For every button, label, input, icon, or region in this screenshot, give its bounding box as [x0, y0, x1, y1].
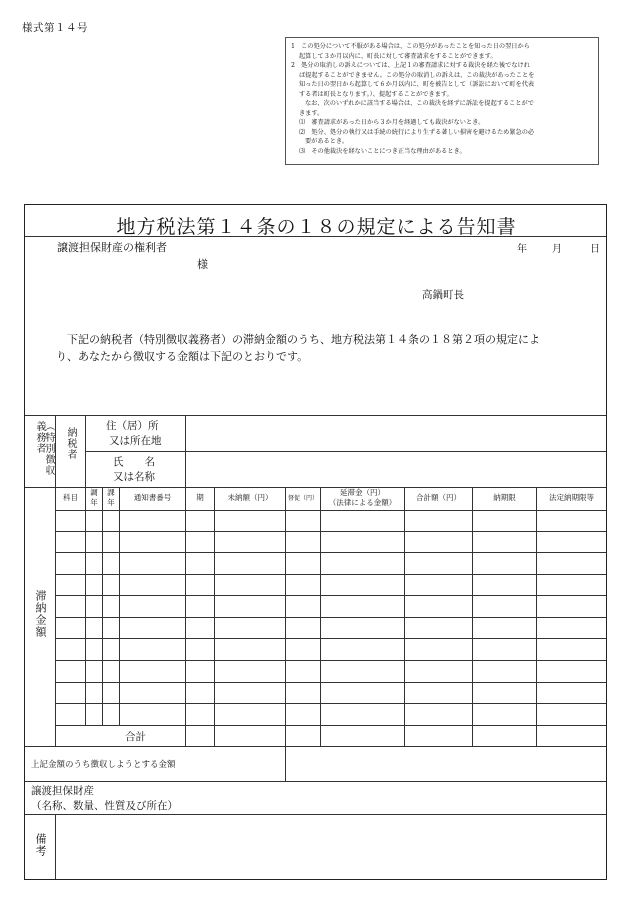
recipient-label: 譲渡担保財産の権利者 [57, 241, 167, 254]
notice-form-frame [24, 204, 607, 880]
property-label: （名称、数量、性質及び所在） [31, 800, 178, 812]
divider [55, 415, 56, 487]
obligor-label: 義務者 [34, 421, 45, 454]
notice-line: 知った日の翌日から起算して６か月以内に、町を被告として（訴訟において町を代表 [299, 81, 535, 88]
header-legal-due-date: 法定納期限等 [549, 493, 594, 502]
notice-line: 2 処分の取消しの訴えについては、上記１の審査請求に対する裁決を経た後でなけれ [291, 62, 530, 69]
table-row-line [55, 617, 606, 618]
divider [102, 487, 103, 725]
body-text: 下記の納税者（特別徴収義務者）の滞納金額のうち、地方税法第１４条の１８第２項の規定によ [67, 333, 540, 346]
notice-line: なお、次のいずれかに該当する場合は、この裁決を経ずに訴訟を提起することがで [305, 100, 534, 107]
name-label: 氏 名 [113, 456, 155, 468]
body-text: り、あなたから徴収する金額は下記のとおりです。 [56, 350, 309, 363]
table-row-line [55, 725, 606, 726]
taxpayer-label: 納税者 [65, 427, 76, 460]
notice-line: する者は町長となります。）、提起することができます。 [299, 90, 453, 98]
date-year: 年 [517, 244, 527, 255]
notice-line: 1 この処分について不服がある場合は、この処分があったことを知った日の翌日から [291, 43, 530, 50]
header-notice-number: 通知書番号 [133, 493, 172, 502]
divider [25, 746, 606, 747]
header-due-date: 納期限 [493, 493, 516, 502]
total-label: 合計 [125, 731, 146, 743]
table-row-line [55, 660, 606, 661]
divider [25, 781, 606, 782]
notice-line: 要があるとき。 [305, 138, 349, 145]
header-total: 合計額（円） [416, 493, 461, 502]
header-delinquent: （法律による金額） [328, 498, 397, 507]
property-label: 譲渡担保財産 [31, 785, 94, 797]
divider [25, 236, 606, 237]
form-number: 様式第１４号 [22, 22, 88, 34]
header-period: 期 [196, 493, 204, 502]
header-year1: 調 [90, 488, 98, 497]
table-row-line [55, 595, 606, 596]
header-delinquent: 延滞金（円） [340, 488, 385, 497]
collect-amount-label: 上記金額のうち徴収しようとする金額 [31, 760, 176, 770]
notice-line: ば提起することができません。この処分の取消しの訴えは、この裁決があったことを [299, 71, 535, 79]
table-row-line [55, 682, 606, 683]
appeal-notice-box [285, 37, 599, 165]
remarks-label: 備考 [34, 833, 47, 857]
arrears-side-label: 滞納金額 [34, 590, 47, 638]
honorific: 様 [197, 258, 208, 271]
table-row-line [55, 552, 606, 553]
table-row-line [55, 510, 606, 511]
notice-line: ⑴ 審査請求があった日から３か月を経過しても裁決がないとき。 [299, 119, 485, 126]
notice-line: ⑶ その他裁決を経ないことにつき正当な理由があるとき。 [299, 147, 466, 155]
notice-line: 起算して３か月以内に、町長に対して審査請求をすることができます。 [299, 52, 497, 60]
header-supplement: 督促（円） [287, 495, 318, 502]
divider [55, 814, 56, 879]
divider [85, 451, 606, 452]
name-label: 又は名称 [113, 471, 155, 483]
table-row-line [55, 531, 606, 532]
divider [25, 415, 606, 416]
divider [119, 487, 120, 725]
notice-line: ⑵ 処分、処分の執行又は手続の続行により生ずる著しい損害を避けるため緊急の必 [299, 128, 535, 136]
header-item: 科目 [63, 493, 78, 502]
address-label: 又は所在地 [109, 435, 162, 447]
notice-line: きます。 [299, 109, 324, 117]
table-row-line [55, 703, 606, 704]
header-unpaid: 未納額（円） [227, 493, 273, 502]
divider [25, 814, 606, 815]
address-label: 住（居）所 [106, 420, 159, 432]
divider [85, 487, 86, 725]
issuer: 高鍋町長 [422, 289, 464, 301]
document-title: 地方税法第１４条の１８の規定による告知書 [116, 216, 517, 238]
date-day: 日 [590, 244, 600, 255]
date-month: 月 [552, 244, 562, 255]
header-year1: 年 [90, 498, 98, 507]
special-collection-label: （特別徴収 [43, 421, 54, 476]
header-year2: 年 [107, 498, 115, 507]
divider [285, 746, 286, 781]
table-row-line [55, 574, 606, 575]
header-year2: 課 [107, 488, 115, 497]
table-row-line [55, 638, 606, 639]
